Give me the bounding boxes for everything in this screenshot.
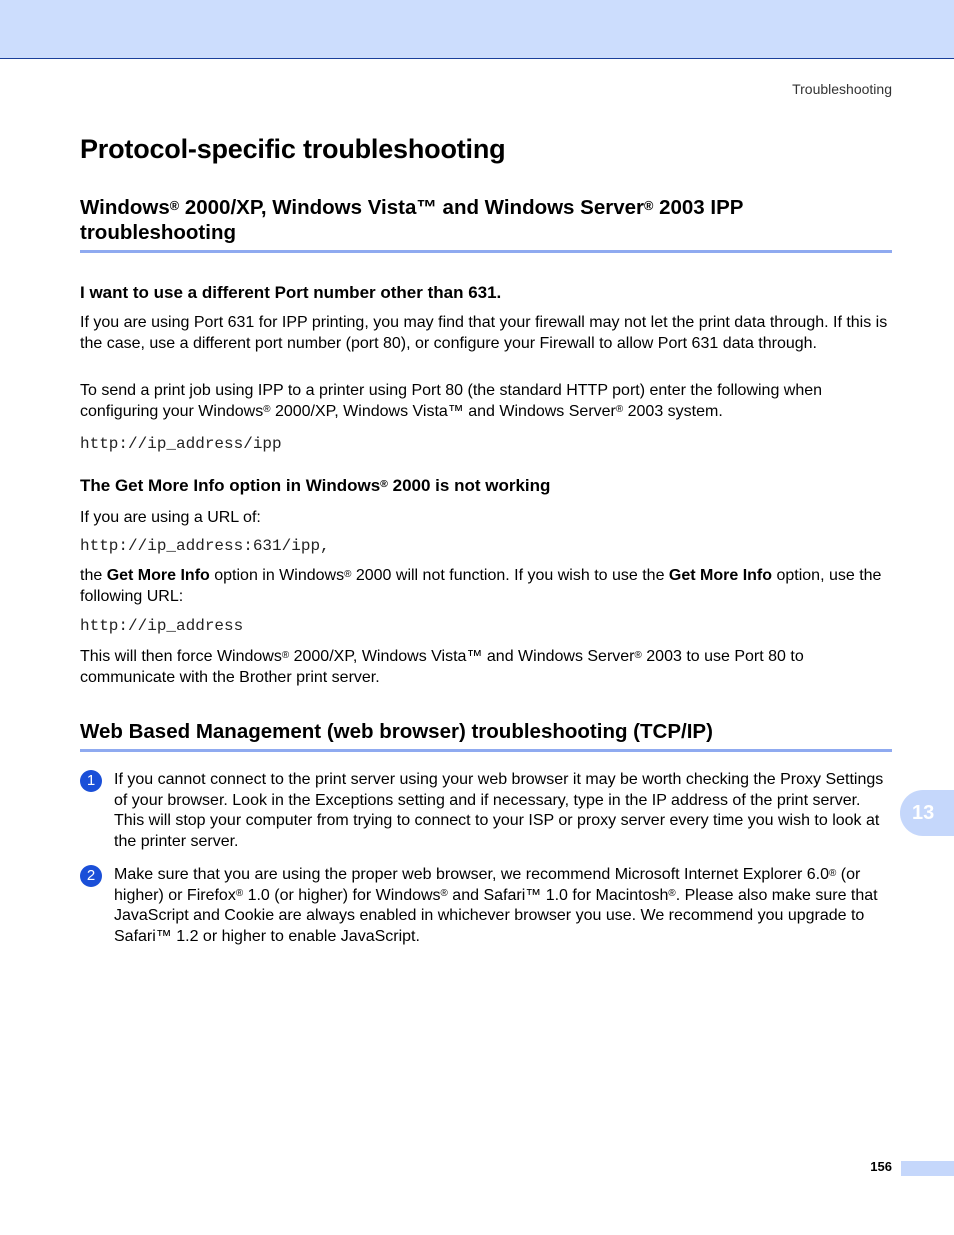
code-ipp-631-url: http://ip_address:631/ipp, (80, 537, 330, 555)
page-number: 156 (870, 1159, 892, 1174)
section-heading-ipp: Windows® 2000/XP, Windows Vista™ and Windows Server® 2003 IPP troubleshooting (80, 195, 892, 253)
step-text: Make sure that you are using the proper web browser, we recommend Microsoft Internet Explorer 6.0® (or higher) or Firefox® 1.0 (or higher) for Windows® and Safari™ 1.0 for Macintosh®. Please also make sure that JavaScript and Cookie are always enabled in whichever browser you use. We recommend you upgrade to Safari™ 1.2 or higher to enable JavaScript. (114, 866, 878, 945)
subheading-get-more-info: The Get More Info option in Windows® 2000 is not working (80, 476, 551, 495)
code-ipp-url: http://ip_address/ipp (80, 435, 282, 453)
paragraph-port-80: To send a print job using IPP to a printer using Port 80 (the standard HTTP port) enter the following when configuring your Windows® 2000/XP, Windows Vista™ and Windows Server® 2003 system. (80, 382, 823, 420)
paragraph-firewall: If you are using Port 631 for IPP printing, you may find that your firewall may not let the print data through. If this is the case, use a different port number (port 80), or configure your Firewall to allow Port 631 data through. (80, 314, 888, 352)
page-number-band (901, 1161, 954, 1176)
step-text: If you cannot connect to the print server using your web browser it may be worth checking the Proxy Settings of your browser. Look in the Exceptions setting and if necessary, type in the IP address of the print server. This will stop your computer from trying to connect to your ISP or proxy server every time you wish to look at the printer server. (114, 771, 884, 850)
code-ip-address-url: http://ip_address (80, 617, 244, 635)
top-header-band (0, 0, 954, 59)
subheading-port-number: I want to use a different Port number other than 631. (80, 283, 502, 302)
chapter-tab: 13 (900, 790, 954, 836)
paragraph-url-of: If you are using a URL of: (80, 509, 261, 526)
page-title: Protocol-specific troubleshooting (80, 134, 506, 164)
step-number-badge: 2 (80, 865, 102, 887)
paragraph-force-port-80: This will then force Windows® 2000/XP, Windows Vista™ and Windows Server® 2003 to use Port 80 to communicate with the Brother print server. (80, 648, 804, 686)
step-number-badge: 1 (80, 770, 102, 792)
paragraph-get-more-info: the Get More Info option in Windows® 2000 will not function. If you wish to use the Get More Info option, use the following URL: (80, 567, 882, 605)
section-heading-web-management: Web Based Management (web browser) troubleshooting (TCP/IP) (80, 719, 892, 752)
running-header: Troubleshooting (792, 81, 892, 97)
